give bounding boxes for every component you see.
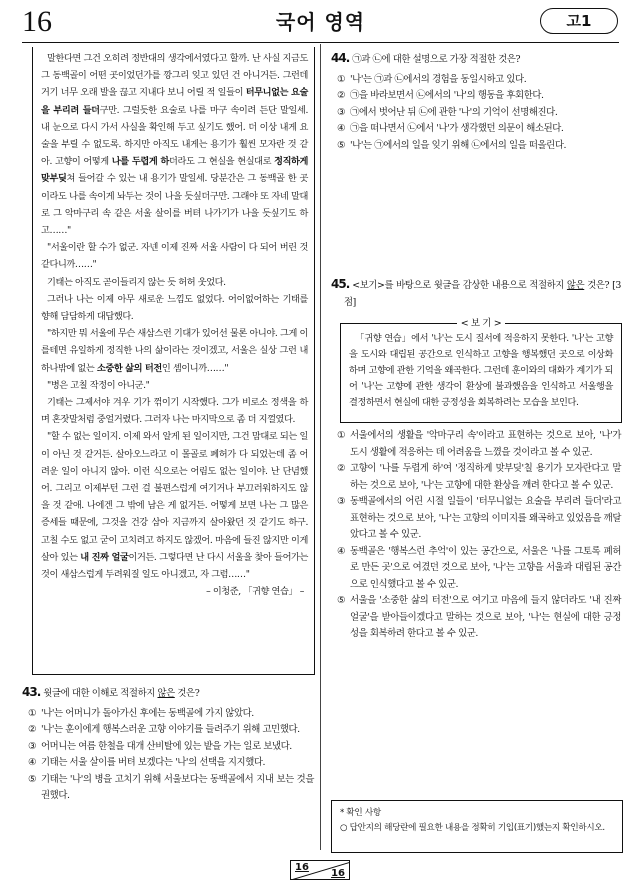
option-text: 서울에서의 생활을 '악마구리 속'이라고 표현하는 것으로 보아, '나'가 도시 생활에 적응하는 데 어려움을 느꼈을 것이라고 볼 수 있군. — [350, 430, 621, 458]
answer-options — [337, 428, 621, 643]
option-number: ④ — [28, 757, 37, 768]
page-indicator — [290, 860, 350, 880]
passage-paragraph — [41, 325, 308, 377]
checklist-title: * 확인 사항 — [340, 808, 381, 818]
passage-text: "병은 고칠 작정이 아니군." — [47, 379, 150, 391]
option-number: ② — [337, 90, 346, 101]
passage-paragraph — [41, 291, 308, 325]
answer-option-3[interactable] — [28, 739, 314, 756]
option-text: 서울을 '소중한 삶의 터전'으로 여기고 마음에 들지 않더라도 '내 진짜 얼굴'을 받아들이겠다고 말하는 것으로 보아, '나'는 현실에 대한 긍정성을 회복하려 한다고 볼 수 있군. — [350, 595, 621, 639]
passage-text: 기태는 아직도 곧이들리지 않는 듯 허허 웃었다. — [47, 276, 226, 288]
option-text: ㉠을 떠나면서 ㉡에서 '나'가 생각했던 의문이 해소된다. — [350, 123, 564, 134]
bogi-text: 「귀향 연습」에서 '나'는 도시 질서에 적응하지 못한다. '나'는 고향을 도시와 대립된 공간으로 인식하고 고향을 행복했던 곳으로 이상화하며 고향에 관한 기억을 왜곡한다. 그런데 훈이와의 대화가 계기가 되어 '나'는 고향에 관한 생각이 환상에 불과했음을 인식하고 서울행을 결정하면서 현실에 대한 긍정성을 회복하려는 모습을 보인다. — [349, 333, 613, 408]
passage-paragraph — [41, 394, 308, 428]
passage-text: "할 수 없는 일이지. 이제 와서 알게 된 일이지만, 그건 맘대로 되는 일이 아닌 것 같거든. 살아오느라고 이 몰골로 폐허가 다 되었는데 좀 어려운 일이 아니지 않아. 이런 식으로는 어림도 없는 일이야. 난 단념했어. 그리고 이제부턴 그런 걸 불편스럽게 여기거나 부끄러워하지도 않을 것 같애. 나에겐 그 밖에 남은 게 없거든. 어떻게 보면 나는 그 많은 증세들 때문에, 그것을 건강 삼아 지금까지 살아왔던 것 같기도 하구. 고칠 수도 없고 굳이 고치려고 하지도 않겠어. 마음에 들진 않지만 이게 살아 있는 — [41, 431, 308, 563]
option-number: ⑤ — [337, 595, 346, 606]
page-number: 16 — [22, 5, 52, 38]
answer-option-5[interactable] — [337, 138, 621, 155]
answer-option-2[interactable] — [337, 88, 621, 105]
passage-paragraph — [41, 239, 308, 273]
option-number: ① — [337, 73, 346, 85]
option-number: ④ — [337, 123, 346, 134]
answer-option-5[interactable] — [28, 772, 314, 805]
answer-option-2[interactable] — [28, 722, 314, 739]
answer-option-1[interactable] — [337, 72, 621, 89]
question-45 — [331, 276, 621, 311]
answer-option-4[interactable] — [28, 755, 314, 772]
passage-text: 말한다면 그건 오히려 정반대의 생각에서였다고 할까. 난 사실 지금도 그 동백골이 어떤 곳이었던가를 깡그리 잊고 있던 건 아니거든. 그런데 거기 너무 오래 발을 끊고 지내다 보니 어릴 적 일들이 — [41, 53, 308, 99]
option-text: 기태는 '나'의 병을 고치기 위해 서울보다는 동백골에서 지내 보는 것을 권했다. — [41, 773, 314, 801]
option-text: 기태는 서울 살이를 버텨 보겠다는 '나'의 선택을 지지했다. — [41, 757, 266, 768]
option-text: '나'는 ㉠에서의 일을 잊기 위해 ㉡에서의 일을 떠올린다. — [350, 139, 567, 151]
answer-option-5[interactable] — [337, 593, 621, 643]
answer-options — [337, 72, 621, 155]
column-divider — [320, 44, 321, 850]
checklist-item: ○ 답안지의 해당란에 필요한 내용을 정확히 기입(표기)했는지 확인하시오. — [340, 823, 605, 833]
passage-text: 기태는 그제서야 겨우 기가 꺾이기 시작했다. 그가 비로소 정색을 하며 혼잣말처럼 중얼거렸다. 그러자 나는 마지막으로 좀 더 지껄였다. — [41, 397, 308, 426]
option-number: ② — [28, 724, 37, 735]
emphasized-phrase: 터무니없는 요술을 부리려 들더 — [41, 87, 308, 116]
bogi-box — [340, 318, 622, 423]
option-number: ③ — [337, 496, 346, 507]
grade-badge: 고1 — [540, 8, 618, 34]
option-number: ② — [337, 463, 346, 474]
option-number: ③ — [28, 740, 37, 752]
option-text: 어머니는 여름 한철을 대개 산비탈에 있는 밭을 가는 일로 보냈다. — [41, 740, 292, 752]
passage-text: 더라도 그 현실을 현실대로 — [169, 156, 275, 168]
option-number: ⑤ — [28, 773, 37, 785]
passage-text: 구만. 그럴듯한 요술로 나를 마구 속이려 든단 말일세. 내 눈으로 다시 가서 사실을 확인해 두고 싶기도 했어. 더 이상 내게 요술을 부릴 수 없도록. 하지만 아직도 내게는 용기가 훨씬 모자란 것 같아. 고향이 어떻게 — [41, 104, 308, 168]
emphasized-phrase: 나를 두렵게 하 — [111, 156, 170, 168]
bogi-title: < 보 기 > — [341, 316, 621, 332]
answer-option-1[interactable] — [28, 706, 314, 723]
option-number: ④ — [337, 545, 346, 557]
emphasized-phrase: 정직하게 맞부딪 — [41, 156, 308, 185]
option-text: ㉠에서 벗어난 뒤 ㉡에 관한 '나'의 기억이 선명해진다. — [350, 106, 558, 118]
checklist-box — [331, 800, 623, 853]
total-pages: 16 — [331, 868, 345, 879]
option-number: ③ — [337, 106, 346, 118]
emphasized-phrase: 내 진짜 얼굴 — [80, 551, 129, 563]
option-text: 고향이 '나를 두렵게 하'여 '정직하게 맞부딪'칠 용기가 모자란다고 말하는 것으로 보아, '나'는 고향에 대한 환상을 깨려 한다고 볼 수 있군. — [350, 463, 621, 491]
option-text: '나'는 어머니가 돌아가신 후에는 동백골에 가지 않았다. — [41, 707, 254, 719]
question-number: 44. — [331, 51, 350, 65]
answer-option-4[interactable] — [337, 544, 621, 594]
passage-text: 인 셈이니까……" — [161, 362, 229, 374]
question-stem: <보기>를 바탕으로 윗글을 감상한 내용으로 적절하지 않은 것은? [3점] — [344, 280, 621, 308]
option-text: 동백골은 '행복스런 추억'이 있는 공간으로, 서울은 '나를 그토록 폐허로 만든 곳'으로 여겼던 것으로 보아, '나'는 고향을 서울과 대립된 공간으로 인식했다고 볼 수 있군. — [350, 545, 621, 590]
question-number: 45. — [331, 277, 350, 291]
passage-text: "하지만 뭐 서울에 무슨 새삼스런 기대가 있어선 물론 아니야. 그게 이를테면 유일하게 정직한 나의 삶이라는 것이겠고, 서울은 실상 그런 내 하나밖에 없는 — [41, 328, 308, 374]
answer-option-2[interactable] — [337, 461, 621, 494]
option-text: '나'는 ㉠과 ㉡에서의 경험을 동일시하고 있다. — [350, 73, 527, 85]
passage-paragraph — [41, 50, 308, 239]
passage-text: 쳐 들어갈 수 있는 내 용기가 말일세. 당분간은 그 동백골 한 곳이라도 나를 속이게 놔두는 것이 나을 듯싶더구만. 그래야 또 자네 말대로 그 악마구리 속 같은 서울 살이를 버텨 나가기가 나을 듯싶기도 하고……" — [41, 173, 308, 237]
option-number: ① — [28, 707, 37, 719]
question-44 — [331, 50, 621, 154]
question-stem: 윗글에 대한 이해로 적절하지 않은 것은? — [43, 688, 200, 699]
passage-text: 이거든. 그렇다면 난 다시 서울을 찾아 들어가는 것이 새삼스럽게 두려워질 일도 아니겠고, 자 그럼……" — [41, 551, 309, 581]
option-text: ㉠을 바라보면서 ㉡에서의 '나'의 행동을 후회한다. — [350, 90, 544, 101]
answer-option-4[interactable] — [337, 121, 621, 138]
passage-paragraph — [41, 274, 308, 291]
option-text: 동백골에서의 어린 시절 일들이 '터무니없는 요술을 부리려 들더'라고 표현하는 것으로 보아, '나'는 고향의 이미지를 왜곡하고 있었음을 깨달았다고 볼 수 있군. — [350, 496, 621, 540]
emphasized-phrase: 소중한 삶의 터전 — [96, 362, 162, 374]
question-43 — [22, 684, 314, 805]
question-stem: ㉠과 ㉡에 대한 설명으로 가장 적절한 것은? — [352, 54, 521, 65]
option-text: '나'는 훈이에게 행복스러운 고향 이야기를 들려주기 위해 고민했다. — [41, 724, 300, 735]
option-number: ① — [337, 430, 346, 441]
passage-source: – 이청준, 「귀향 연습」 – — [206, 586, 304, 598]
passage-paragraph — [41, 428, 308, 583]
question-number: 43. — [22, 685, 41, 699]
reading-passage — [32, 47, 315, 675]
passage-text: "서울이란 할 수가 없군. 자넨 이제 진짜 서울 사람이 다 되어 버린 것 같다니까……" — [41, 242, 308, 271]
answer-option-3[interactable] — [337, 494, 621, 544]
answer-option-3[interactable] — [337, 105, 621, 122]
header-rule — [22, 42, 619, 43]
passage-text: 그러나 나는 이제 아무 새로운 느낌도 없었다. 어이없어하는 기태를 향해 담담하게 대답했다. — [41, 293, 308, 323]
option-number: ⑤ — [337, 139, 346, 151]
answer-option-1[interactable] — [337, 428, 621, 461]
question-45-options — [331, 428, 621, 643]
answer-options — [28, 706, 314, 805]
passage-paragraph — [41, 377, 308, 394]
current-page: 16 — [295, 862, 309, 873]
exam-subject-title: 국어 영역 — [275, 10, 366, 34]
